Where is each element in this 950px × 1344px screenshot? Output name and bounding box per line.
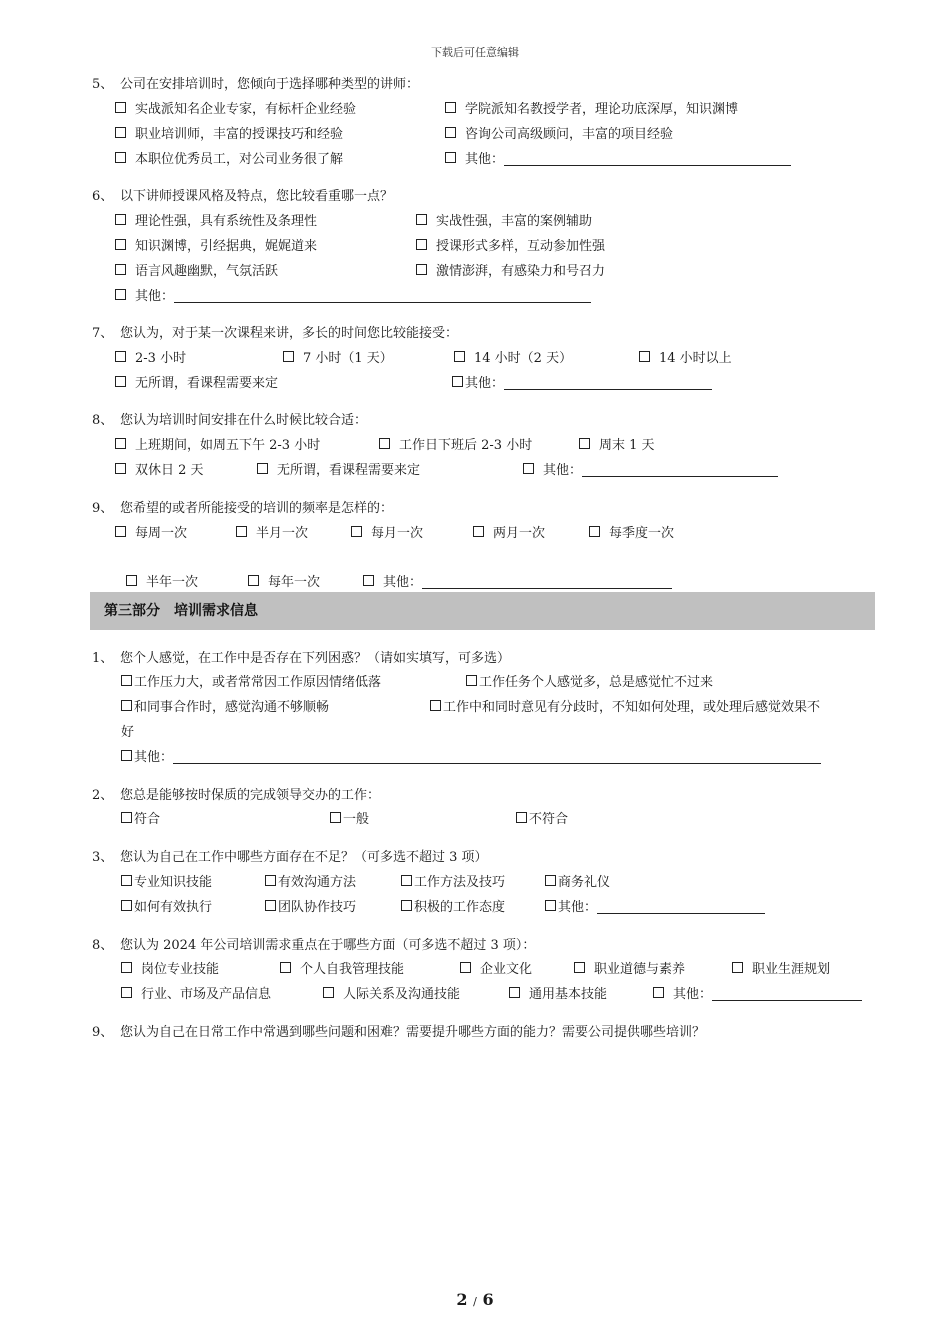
q5-option[interactable]: 咨询公司高级顾问，丰富的项目经验	[445, 123, 673, 142]
q7-option[interactable]: 14 小时以上	[639, 347, 732, 366]
checkbox-icon[interactable]	[115, 102, 126, 113]
s8-option[interactable]: 企业文化	[460, 958, 532, 977]
checkbox-icon[interactable]	[416, 264, 427, 275]
s3-option-other[interactable]: 其他：	[545, 896, 765, 915]
checkbox-icon[interactable]	[257, 463, 268, 474]
question-text: 您总是能够按时保质的完成领导交办的工作：	[120, 788, 381, 803]
q6-option[interactable]: 语言风趣幽默，气氛活跃	[115, 260, 278, 279]
checkbox-icon[interactable]	[115, 239, 126, 250]
checkbox-icon[interactable]	[523, 463, 534, 474]
page-separator: /	[473, 1295, 477, 1308]
s1-option[interactable]: 和同事合作时，感觉沟通不够顺畅	[121, 696, 329, 715]
checkbox-icon[interactable]	[115, 264, 126, 275]
q8-option[interactable]: 工作日下班后 2-3 小时	[379, 434, 532, 453]
q7-option[interactable]: 2-3 小时	[115, 347, 186, 366]
checkbox-icon[interactable]	[545, 900, 556, 911]
q5-option[interactable]: 职业培训师，丰富的授课技巧和经验	[115, 123, 343, 142]
question-s2: 2、 您总是能够按时保质的完成领导交办的工作：	[92, 788, 381, 803]
s2-option[interactable]: 符合	[121, 808, 160, 827]
q6-option-other[interactable]: 其他：	[115, 285, 591, 304]
s3-option[interactable]: 积极的工作态度	[401, 896, 505, 915]
checkbox-icon[interactable]	[639, 351, 650, 362]
fill-in-line[interactable]	[712, 987, 862, 1001]
s8-option[interactable]: 个人自我管理技能	[280, 958, 404, 977]
checkbox-icon[interactable]	[653, 987, 664, 998]
s3-option[interactable]: 专业知识技能	[121, 871, 212, 890]
page-total: 6	[482, 1290, 494, 1309]
checkbox-icon[interactable]	[115, 438, 126, 449]
section-header	[90, 592, 875, 630]
question-6: 6、 以下讲师授课风格及特点，您比较看重哪一点？	[92, 189, 394, 204]
question-text: 您希望的或者所能接受的培训的频率是怎样的：	[120, 501, 394, 516]
checkbox-icon[interactable]	[351, 526, 362, 537]
question-s1: 1、 您个人感觉，在工作中是否存在下列困惑？（请如实填写，可多选）	[92, 651, 511, 666]
checkbox-icon[interactable]	[363, 575, 374, 586]
checkbox-icon[interactable]	[115, 376, 126, 387]
checkbox-icon[interactable]	[401, 875, 412, 886]
checkbox-icon[interactable]	[121, 812, 132, 823]
checkbox-icon[interactable]	[236, 526, 247, 537]
checkbox-icon[interactable]	[454, 351, 465, 362]
checkbox-icon[interactable]	[445, 102, 456, 113]
checkbox-icon[interactable]	[330, 812, 341, 823]
q5-option[interactable]: 本职位优秀员工，对公司业务很了解	[115, 148, 343, 167]
checkbox-icon[interactable]	[115, 214, 126, 225]
question-text: 您认为自己在日常工作中常遇到哪些问题和困难？需要提升哪些方面的能力？需要公司提供哪些培训？	[120, 1025, 706, 1040]
q9-option[interactable]: 半年一次	[126, 571, 198, 590]
s3-option[interactable]: 团队协作技巧	[265, 896, 356, 915]
page-current: 2	[456, 1290, 468, 1309]
checkbox-icon[interactable]	[121, 962, 132, 973]
s3-option[interactable]: 商务礼仪	[545, 871, 610, 890]
q9-option[interactable]: 两月一次	[473, 522, 545, 541]
checkbox-icon[interactable]	[248, 575, 259, 586]
checkbox-icon[interactable]	[115, 152, 126, 163]
checkbox-icon[interactable]	[115, 463, 126, 474]
checkbox-icon[interactable]	[121, 675, 132, 686]
q9-option[interactable]: 每周一次	[115, 522, 187, 541]
checkbox-icon[interactable]	[509, 987, 520, 998]
question-8: 8、 您认为培训时间安排在什么时候比较合适：	[92, 413, 368, 428]
fill-in-line[interactable]	[173, 750, 821, 764]
checkbox-icon[interactable]	[579, 438, 590, 449]
fill-in-line[interactable]	[597, 900, 765, 914]
checkbox-icon[interactable]	[115, 351, 126, 362]
s3-option[interactable]: 工作方法及技巧	[401, 871, 505, 890]
s2-option[interactable]: 一般	[330, 808, 369, 827]
question-text: 公司在安排培训时，您倾向于选择哪种类型的讲师：	[120, 77, 420, 92]
checkbox-icon[interactable]	[460, 962, 471, 973]
question-7: 7、 您认为，对于某一次课程来讲，多长的时间您比较能接受：	[92, 326, 459, 341]
question-s9: 9、 您认为自己在日常工作中常遇到哪些问题和困难？需要提升哪些方面的能力？需要公司提供哪些培训？	[92, 1025, 706, 1040]
fill-in-line[interactable]	[582, 463, 778, 477]
checkbox-icon[interactable]	[416, 239, 427, 250]
fill-in-line[interactable]	[504, 376, 712, 390]
q9-option[interactable]: 每月一次	[351, 522, 423, 541]
q9-option[interactable]: 半月一次	[236, 522, 308, 541]
s8-option[interactable]: 通用基本技能	[509, 983, 607, 1002]
q5-option-other[interactable]: 其他：	[445, 148, 791, 167]
question-text: 您个人感觉，在工作中是否存在下列困惑？（请如实填写，可多选）	[120, 651, 511, 666]
q6-option[interactable]: 知识渊博，引经据典，娓娓道来	[115, 235, 317, 254]
s3-option[interactable]: 有效沟通方法	[265, 871, 356, 890]
checkbox-icon[interactable]	[121, 987, 132, 998]
s2-option[interactable]: 不符合	[516, 808, 568, 827]
q5-option[interactable]: 实战派知名企业专家，有标杆企业经验	[115, 98, 356, 117]
checkbox-icon[interactable]	[589, 526, 600, 537]
checkbox-icon[interactable]	[115, 526, 126, 537]
fill-in-line[interactable]	[174, 289, 591, 303]
checkbox-icon[interactable]	[416, 214, 427, 225]
q8-option[interactable]: 双休日 2 天	[115, 459, 204, 478]
checkbox-icon[interactable]	[121, 700, 132, 711]
checkbox-icon[interactable]	[323, 987, 334, 998]
checkbox-icon[interactable]	[126, 575, 137, 586]
s8-option[interactable]: 人际关系及沟通技能	[323, 983, 460, 1002]
checkbox-icon[interactable]	[445, 152, 456, 163]
question-s3: 3、 您认为自己在工作中哪些方面存在不足？（可多选不超过 3 项）	[92, 850, 488, 865]
s8-option[interactable]: 职业道德与素养	[574, 958, 685, 977]
s3-option[interactable]: 如何有效执行	[121, 896, 212, 915]
checkbox-icon[interactable]	[545, 875, 556, 886]
checkbox-icon[interactable]	[401, 900, 412, 911]
checkbox-icon[interactable]	[283, 351, 294, 362]
s1-option[interactable]: 工作任务个人感觉多，总是感觉忙不过来	[466, 671, 713, 690]
q8-option-other[interactable]: 其他：	[523, 459, 778, 478]
s1-option-wrap: 好	[121, 725, 135, 740]
checkbox-icon[interactable]	[280, 962, 291, 973]
q6-option[interactable]: 授课形式多样，互动参加性强	[416, 235, 605, 254]
s1-option[interactable]: 工作中和同时意见有分歧时，不知如何处理，或处理后感觉效果不	[430, 696, 820, 715]
fill-in-line[interactable]	[422, 575, 672, 589]
question-text: 以下讲师授课风格及特点，您比较看重哪一点？	[120, 189, 394, 204]
checkbox-icon[interactable]	[121, 900, 132, 911]
s8-option[interactable]: 职业生涯规划	[732, 958, 830, 977]
question-s8: 8、 您认为 2024 年公司培训需求重点在于哪些方面（可多选不超过 3 项）：	[92, 938, 536, 953]
question-5	[92, 73, 419, 92]
checkbox-icon[interactable]	[732, 962, 743, 973]
s8-option-other[interactable]: 其他：	[653, 983, 862, 1002]
question-text: 您认为，对于某一次课程来讲，多长的时间您比较能接受：	[120, 326, 459, 341]
page-header: 下载后可任意编辑	[431, 46, 519, 59]
question-9: 9、 您希望的或者所能接受的培训的频率是怎样的：	[92, 501, 394, 516]
section-title: 第三部分 培训需求信息	[104, 603, 258, 619]
q7-option[interactable]: 14 小时（2 天）	[454, 347, 572, 366]
checkbox-icon[interactable]	[115, 289, 126, 300]
q7-option[interactable]: 无所谓，看课程需要来定	[115, 372, 278, 391]
checkbox-icon[interactable]	[473, 526, 484, 537]
q8-option[interactable]: 周末 1 天	[579, 434, 655, 453]
checkbox-icon[interactable]	[574, 962, 585, 973]
question-text: 您认为 2024 年公司培训需求重点在于哪些方面（可多选不超过 3 项）：	[120, 938, 536, 953]
fill-in-line[interactable]	[504, 152, 791, 166]
q7-option-other[interactable]: 其他：	[452, 372, 712, 391]
s1-option[interactable]: 工作压力大，或者常常因工作原因情绪低落	[121, 671, 381, 690]
s8-option[interactable]: 岗位专业技能	[121, 958, 219, 977]
checkbox-icon[interactable]	[430, 700, 441, 711]
checkbox-icon[interactable]	[265, 900, 276, 911]
checkbox-icon[interactable]	[452, 376, 463, 387]
q8-option[interactable]: 上班期间，如周五下午 2-3 小时	[115, 434, 320, 453]
q6-option[interactable]: 激情澎湃，有感染力和号召力	[416, 260, 605, 279]
q5-option[interactable]: 学院派知名教授学者，理论功底深厚，知识渊博	[445, 98, 738, 117]
s1-option-other[interactable]: 其他：	[121, 746, 821, 765]
q8-option[interactable]: 无所谓，看课程需要来定	[257, 459, 420, 478]
q7-option[interactable]: 7 小时（1 天）	[283, 347, 393, 366]
q9-option-other[interactable]: 其他：	[363, 571, 672, 590]
checkbox-icon[interactable]	[121, 750, 132, 761]
checkbox-icon[interactable]	[115, 127, 126, 138]
checkbox-icon[interactable]	[445, 127, 456, 138]
question-number: 5、	[92, 77, 114, 92]
question-text: 您认为自己在工作中哪些方面存在不足？（可多选不超过 3 项）	[120, 850, 488, 865]
q9-option[interactable]: 每季度一次	[589, 522, 674, 541]
q9-option[interactable]: 每年一次	[248, 571, 320, 590]
s8-option[interactable]: 行业、市场及产品信息	[121, 983, 271, 1002]
page-number	[0, 1290, 950, 1309]
checkbox-icon[interactable]	[265, 875, 276, 886]
checkbox-icon[interactable]	[379, 438, 390, 449]
checkbox-icon[interactable]	[516, 812, 527, 823]
q6-option[interactable]: 理论性强，具有系统性及条理性	[115, 210, 317, 229]
q6-option[interactable]: 实战性强，丰富的案例辅助	[416, 210, 592, 229]
checkbox-icon[interactable]	[466, 675, 477, 686]
question-text: 您认为培训时间安排在什么时候比较合适：	[120, 413, 368, 428]
checkbox-icon[interactable]	[121, 875, 132, 886]
